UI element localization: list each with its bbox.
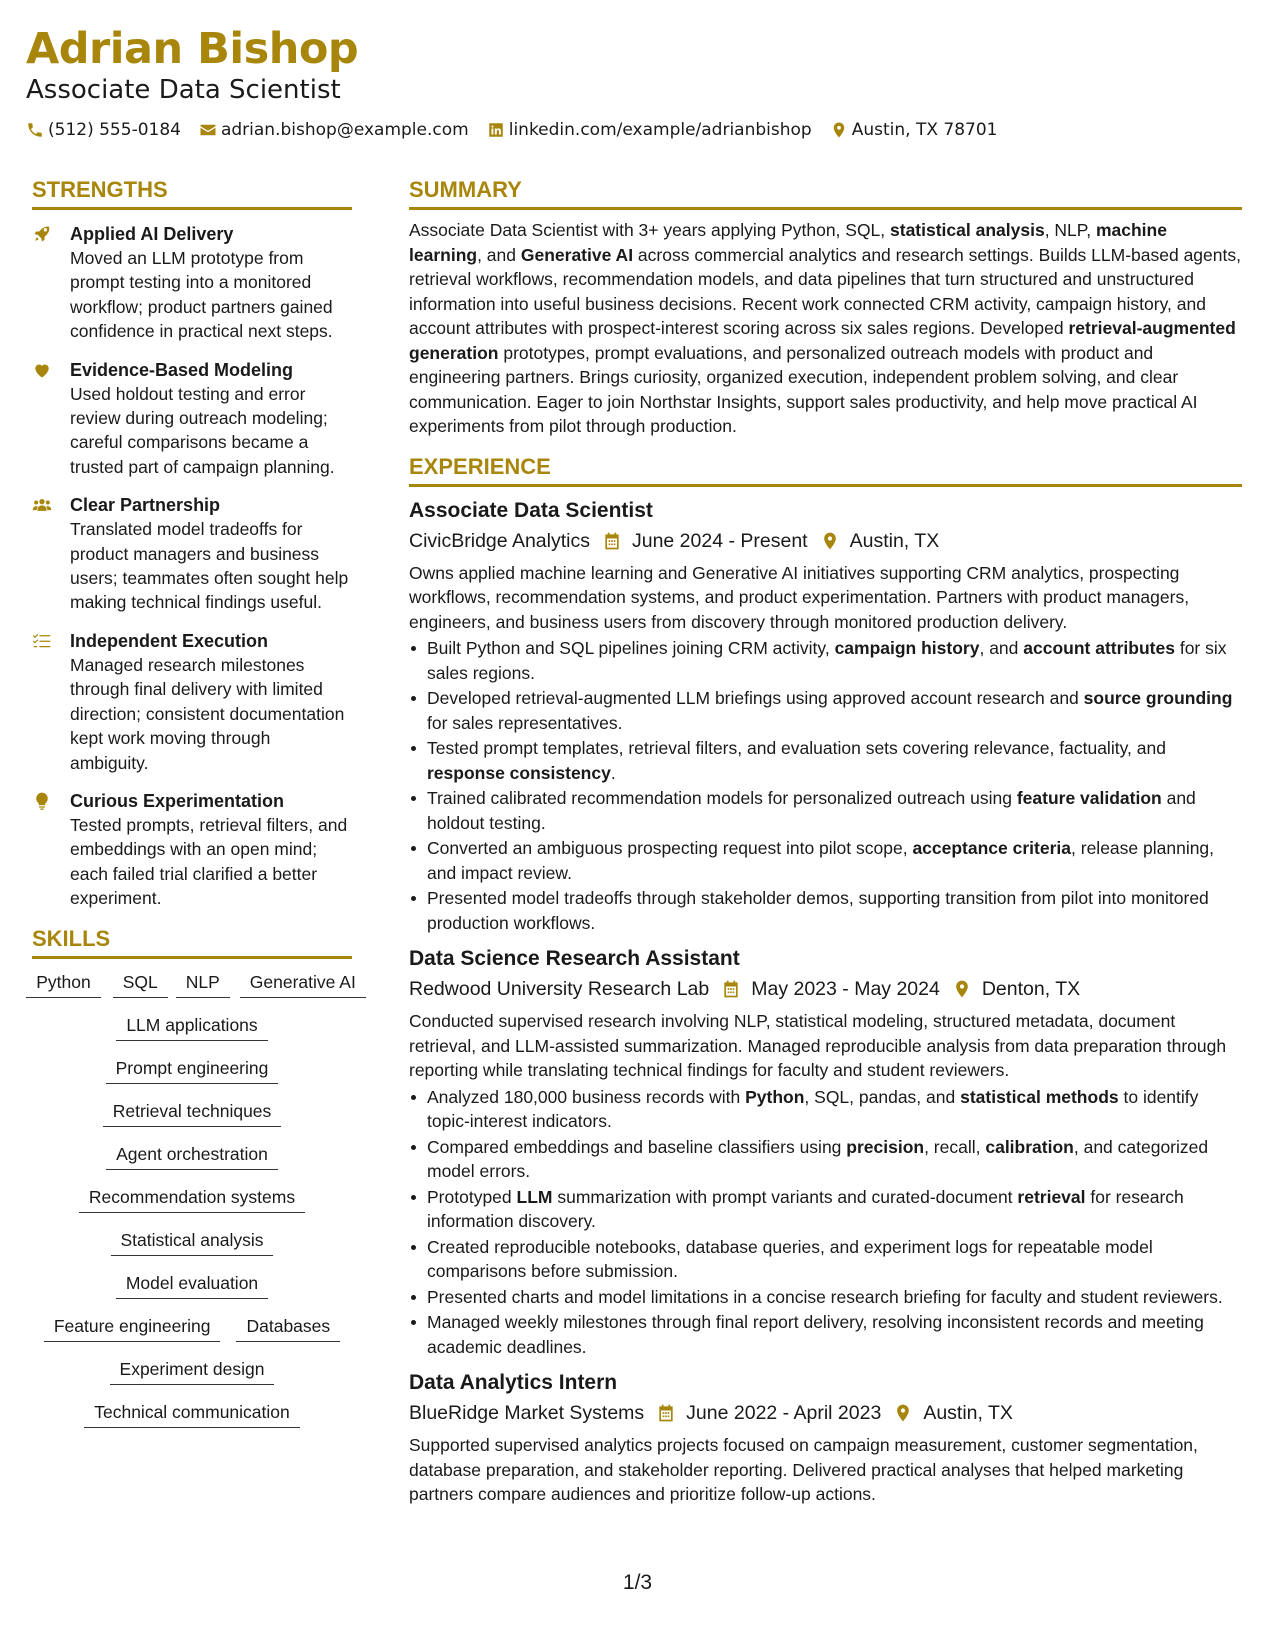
job-title: Associate Data Scientist <box>409 498 653 522</box>
job-bullets <box>409 1085 1242 1360</box>
job-entry <box>409 945 1242 1359</box>
right-column <box>409 176 1242 1507</box>
email-text: adrian.bishop@example.com <box>220 120 469 140</box>
job-meta <box>409 527 1242 555</box>
strength-title: Applied AI Delivery <box>70 224 234 244</box>
phone-text: (512) 555-0184 <box>48 120 181 140</box>
bullet-item: Trained calibrated recommendation models for personalized outreach using feature validation and holdout testing. <box>409 786 1242 835</box>
job-list <box>409 497 1242 1507</box>
strengths-list <box>32 222 352 911</box>
skill-tag: Recommendation systems <box>79 1186 305 1213</box>
skill-tag: Retrieval techniques <box>103 1100 282 1127</box>
bullet-item: Prototyped LLM summarization with prompt variants and curated-document retrieval for research information discovery. <box>409 1185 1242 1234</box>
map-pin-icon <box>893 1403 913 1423</box>
job-entry <box>409 497 1242 936</box>
skill-tag: Generative AI <box>240 971 366 998</box>
job-entry <box>409 1369 1242 1507</box>
skill-tag: Feature engineering <box>44 1315 221 1342</box>
envelope-icon <box>199 121 217 139</box>
skill-tag: NLP <box>176 971 230 998</box>
skills-list <box>32 971 356 1444</box>
strength-desc: Managed research milestones through final delivery with limited direction; consistent documentation kept work moving through ambiguity. <box>70 654 345 773</box>
strength-title: Curious Experimentation <box>70 790 285 811</box>
bullet-item: Created reproducible notebooks, database queries, and experiment logs for repeatable model comparisons before submission. <box>409 1235 1242 1284</box>
skill-tag: LLM applications <box>116 1014 267 1041</box>
job-title: Data Analytics Intern <box>409 1371 618 1394</box>
users-icon <box>32 495 52 515</box>
skill-tag: Statistical analysis <box>111 1229 274 1256</box>
map-pin-icon <box>952 979 972 999</box>
strength-desc: Translated model tradeoffs for product managers and business users; teammates often sought help making technical findings useful. <box>70 519 349 613</box>
skill-tag: Technical communication <box>84 1401 300 1428</box>
skill-tag: Prompt engineering <box>106 1057 279 1084</box>
candidate-title: Associate Data Scientist <box>26 75 341 105</box>
page-number: 1/3 <box>622 1571 653 1594</box>
heart-icon <box>32 360 52 380</box>
bullet-item: Developed retrieval-augmented LLM briefings using approved account research and source grounding for sales representatives. <box>409 686 1242 735</box>
skill-tag: SQL <box>113 971 168 998</box>
job-company: BlueRidge Market Systems <box>409 1402 645 1424</box>
skill-tag: Python <box>26 971 100 998</box>
strength-item <box>32 358 352 480</box>
summary-heading: SUMMARY <box>409 176 1242 210</box>
calendar-icon <box>721 979 741 999</box>
job-location: Denton, TX <box>952 975 1080 1003</box>
job-description: Conducted supervised research involving NLP, statistical modeling, structured metadata, document retrieval, and LLM-assisted summarization. Managed reproducible analysis from data preparation through reporting while translating technical findings for faculty and student reviewers. <box>409 1011 1227 1080</box>
contact-phone[interactable] <box>26 118 181 142</box>
experience-heading: EXPERIENCE <box>409 453 1242 487</box>
skill-tag: Experiment design <box>110 1358 275 1385</box>
bullet-item: Analyzed 180,000 business records with Python, SQL, pandas, and statistical methods to identify topic-interest indicators. <box>409 1085 1242 1134</box>
strength-item <box>32 629 352 775</box>
job-company: CivicBridge Analytics <box>409 529 590 552</box>
strength-title: Independent Execution <box>70 630 269 651</box>
job-bullets <box>409 636 1242 935</box>
strength-title: Clear Partnership <box>70 495 221 516</box>
bullet-item: Managed weekly milestones through final report delivery, resolving inconsistent records and meeting academic deadlines. <box>409 1310 1242 1359</box>
job-dates: May 2023 - May 2024 <box>721 975 940 1003</box>
job-meta <box>409 1399 1242 1427</box>
calendar-icon <box>602 531 622 551</box>
linkedin-icon <box>487 121 505 139</box>
job-company: Redwood University Research Lab <box>409 978 710 1000</box>
experience-section <box>409 453 1242 1507</box>
strength-desc: Moved an LLM prototype from prompt testing into a monitored workflow; product partners gained confidence in practical next steps. <box>70 248 333 342</box>
bullet-item: Tested prompt templates, retrieval filters, and evaluation sets covering relevance, factuality, and response consistency. <box>409 736 1242 785</box>
map-pin-icon <box>820 531 840 551</box>
contact-bar <box>26 118 1246 142</box>
strength-item <box>32 493 352 615</box>
skill-tag: Model evaluation <box>116 1272 268 1299</box>
bullet-item: Compared embeddings and baseline classifiers using precision, recall, calibration, and categorized model errors. <box>409 1135 1242 1184</box>
map-pin-icon <box>830 121 848 139</box>
skills-heading: SKILLS <box>32 925 352 959</box>
candidate-name: Adrian Bishop <box>26 24 359 74</box>
job-location: Austin, TX <box>820 527 940 555</box>
phone-icon <box>26 121 44 139</box>
summary-text: Associate Data Scientist with 3+ years applying Python, SQL, statistical analysis, NLP, machine learning, and Generative AI across commercial analytics and research settings. Builds LLM-based agents, retrieval workflows, recommendation models, and data pipelines that turn structured and unstructured information into useful business decisions. Recent work connected CRM activity, campaign history, and account attributes with prospect-interest scoring across six sales regions. Developed retrieval-augmented generation prototypes, prompt evaluations, and personalized outreach models with product and engineering partners. Brings curiosity, organized execution, independent problem solving, and clear communication. Eager to join Northstar Insights, support sales productivity, and help move practical AI experiments from pilot through production. <box>409 220 1241 436</box>
left-column <box>32 176 356 1444</box>
contact-email[interactable] <box>199 118 469 142</box>
job-description: Owns applied machine learning and Generative AI initiatives supporting CRM analytics, prospecting workflows, recommendation systems, and product experimentation. Partners with product managers, engineers, and business users from discovery through monitored production delivery. <box>409 562 1190 632</box>
bullet-item: Presented model tradeoffs through stakeholder demos, supporting transition from pilot into monitored production workflows. <box>409 886 1242 935</box>
bullet-item: Converted an ambiguous prospecting request into pilot scope, acceptance criteria, release planning, and impact review. <box>409 836 1242 885</box>
strength-item <box>32 222 352 344</box>
job-description: Supported supervised analytics projects focused on campaign measurement, customer segmentation, database preparation, and stakeholder reporting. Delivered practical analyses that helped marketing partners compare audiences and prioritize follow-up actions. <box>409 1435 1198 1504</box>
strengths-heading: STRENGTHS <box>32 176 352 210</box>
contact-location <box>830 118 998 142</box>
skill-tag: Databases <box>236 1315 340 1342</box>
bullet-item: Built Python and SQL pipelines joining CRM activity, campaign history, and account attributes for six sales regions. <box>409 636 1242 685</box>
strength-item <box>32 789 352 911</box>
job-meta <box>409 975 1242 1003</box>
resume-header <box>26 24 1246 142</box>
lightbulb-icon <box>32 791 52 811</box>
strength-desc: Used holdout testing and error review during outreach modeling; careful comparisons became a trusted part of campaign planning. <box>70 383 335 477</box>
job-dates: June 2022 - April 2023 <box>656 1399 881 1427</box>
checklist-icon <box>32 631 52 651</box>
job-dates: June 2024 - Present <box>602 527 808 555</box>
linkedin-text: linkedin.com/example/adrianbishop <box>508 120 812 140</box>
job-title: Data Science Research Assistant <box>409 947 740 970</box>
rocket-icon <box>32 224 52 244</box>
location-text: Austin, TX 78701 <box>851 120 998 140</box>
skill-tag: Agent orchestration <box>106 1143 278 1170</box>
strength-title: Evidence-Based Modeling <box>70 359 294 380</box>
calendar-icon <box>656 1403 676 1423</box>
skills-section <box>32 925 356 1444</box>
contact-linkedin[interactable] <box>487 118 812 142</box>
job-location: Austin, TX <box>893 1399 1013 1427</box>
bullet-item: Presented charts and model limitations in a concise research briefing for faculty and student reviewers. <box>409 1285 1242 1310</box>
strength-desc: Tested prompts, retrieval filters, and embeddings with an open mind; each failed trial clarified a better experiment. <box>70 814 348 909</box>
